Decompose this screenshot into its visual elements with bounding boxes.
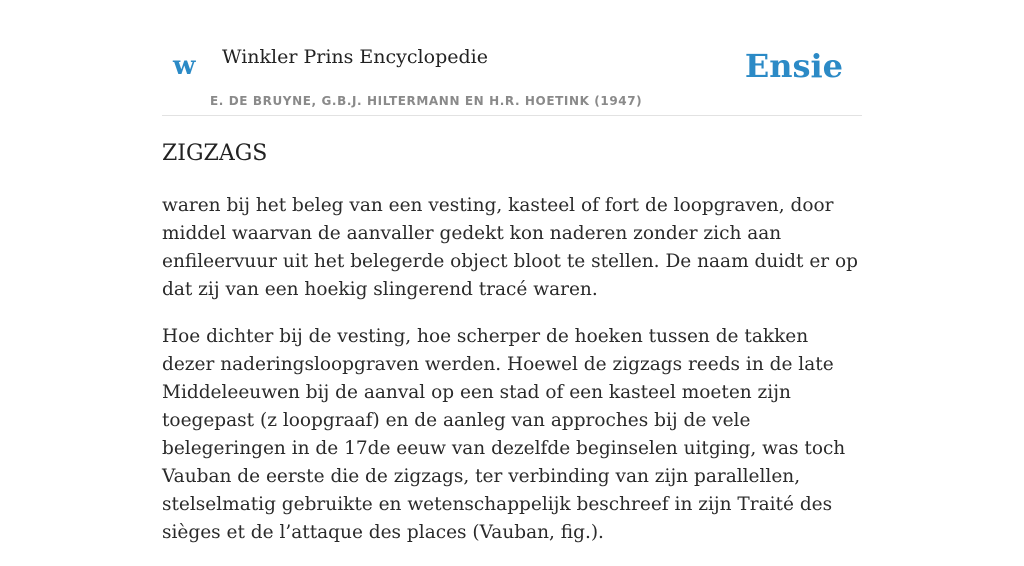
encyclopedia-authors: E. DE BRUYNE, G.B.J. HILTERMANN EN H.R. HOETINK (1947) bbox=[210, 94, 643, 108]
page bbox=[162, 0, 862, 543]
encyclopedia-logo[interactable]: w bbox=[173, 51, 196, 81]
article-paragraph: waren bij het beleg van een vesting, kasteel of fort de loopgraven, door middel waarvan de aanvaller gedekt kon naderen zonder zich aan enfileervuur uit het belegerde object bloot te stellen. De naam duidt er op dat zij van een hoekig slingerend tracé waren. bbox=[162, 195, 858, 300]
brand-logo[interactable]: Ensie bbox=[744, 47, 843, 85]
site-header bbox=[162, 0, 862, 116]
article-paragraph: Hoe dichter bij de vesting, hoe scherper de hoeken tussen de takken dezer naderingsloopgraven werden. Hoewel de zigzags reeds in de late Middeleeuwen bij de aanval op een stad of een kasteel moeten zijn toegepast (z loopgraaf) en de aanleg van approches bij de vele belegeringen in de 17de eeuw van dezelfde beginselen uitging, was toch Vauban de eerste die de zigzags, ter verbinding van zijn parallellen, stelselmatig gebruikte en wetenschappelijk beschreef in zijn Traité des sièges et de l’attaque des places (Vauban, fig.). bbox=[162, 326, 846, 543]
article-title: ZIGZAGS bbox=[162, 141, 268, 166]
encyclopedia-title[interactable]: Winkler Prins Encyclopedie bbox=[222, 46, 488, 68]
article-body bbox=[162, 192, 862, 566]
